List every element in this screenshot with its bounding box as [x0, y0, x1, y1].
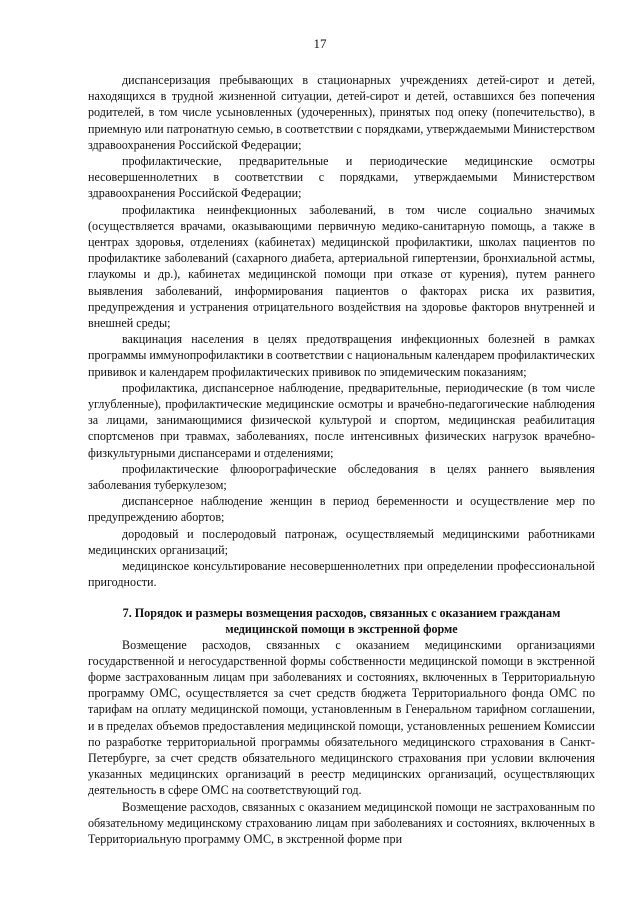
section-heading — [88, 605, 595, 637]
paragraph: профилактические флюорографические обследования в целях раннего выявления заболевания туберкулезом; — [88, 461, 595, 493]
paragraph: диспансерное наблюдение женщин в период беременности и осуществление мер по предупреждению абортов; — [88, 494, 595, 525]
paragraph: профилактика, диспансерное наблюдение, предварительные, периодические (в том числе углубленные), профилактические медицинские осмотры и врачебно-педагогические наблюдения за лицами, занимающимися физической культурой и спортом, медицинская реабилитация спортсменов при травмах, заболеваниях, после интенсивных физических нагрузок врачебно-физкультурными диспансерами и отделениями; — [88, 380, 595, 460]
paragraph: дородовый и послеродовый патронаж, осуществляемый медицинскими работниками медицинских организаций; — [88, 526, 595, 557]
document-body — [88, 72, 595, 847]
paragraph: Возмещение расходов, связанных с оказанием медицинскими организациями государственной и негосударственной формы собственности медицинской помощи в экстренной форме застрахованным лицам при заболеваниях и состояниях, включенных в Территориальную программу ОМС, осуществляется за счет средств бюджета Территориального фонда ОМС по тарифам на оплату медицинской помощи, установленным в Генеральном тарифном соглашении, и в пределах объемов предоставления медицинской помощи, установленных решением Комиссии по разработке территориальной программы обязательного медицинского страхования в Санкт-Петербурге, за счет средств обязательного медицинского страхования при условии включения указанных медицинских организаций в реестр медицинских организаций, осуществляющих деятельность в сфере ОМС на соответствующий год. — [88, 637, 595, 798]
paragraph: вакцинация населения в целях предотвращения инфекционных болезней в рамках программы иммунопрофилактики в соответствии с национальным календарем профилактических прививок и календарем профилактических прививок по эпидемическим показаниям; — [88, 332, 595, 379]
section-heading-line: медицинской помощи в экстренной форме — [225, 621, 458, 636]
paragraph: профилактика неинфекционных заболеваний, в том числе социально значимых (осуществляется врачами, оказывающими первичную медико-санитарную помощь, а также в центрах здоровья, отделениях (кабинетах) медицинской профилактики, школах пациентов по профилактике заболеваний (сахарного диабета, артериальной гипертензии, бронхиальной астмы, глаукомы и др.), кабинетах медицинской помощи при отказе от курения), путем раннего выявления заболеваний, информирования пациентов о факторах риска их развития, предупреждения и устранения отрицательного воздействия на здоровье факторов внутренней и внешней среды; — [88, 202, 595, 331]
section-heading-line: 7. Порядок и размеры возмещения расходов, связанных с оказанием гражданам — [122, 605, 561, 620]
paragraph: диспансеризация пребывающих в стационарных учреждениях детей-сирот и детей, находящихся в трудной жизненной ситуации, детей-сирот и детей, оставшихся без попечения родителей, в том числе усыновленных (удочеренных), принятых под опеку (попечительство), в приемную или патронатную семью, в соответствии с порядками, утверждаемыми Министерством здравоохранения Российской Федерации; — [88, 73, 595, 152]
paragraph: медицинское консультирование несовершеннолетних при определении профессиональной пригодности. — [88, 559, 595, 590]
paragraph: профилактические, предварительные и периодические медицинские осмотры несовершеннолетних в соответствии с порядками, утверждаемыми Министерством здравоохранения Российской Федерации; — [88, 154, 595, 201]
paragraph: Возмещение расходов, связанных с оказанием медицинской помощи не застрахованным по обязательному медицинскому страхованию лицам при заболеваниях и состояниях, включенных в Территориальную программу ОМС, в экстренной форме при — [88, 799, 595, 846]
page-number: 17 — [313, 36, 327, 51]
section-body — [88, 637, 595, 848]
